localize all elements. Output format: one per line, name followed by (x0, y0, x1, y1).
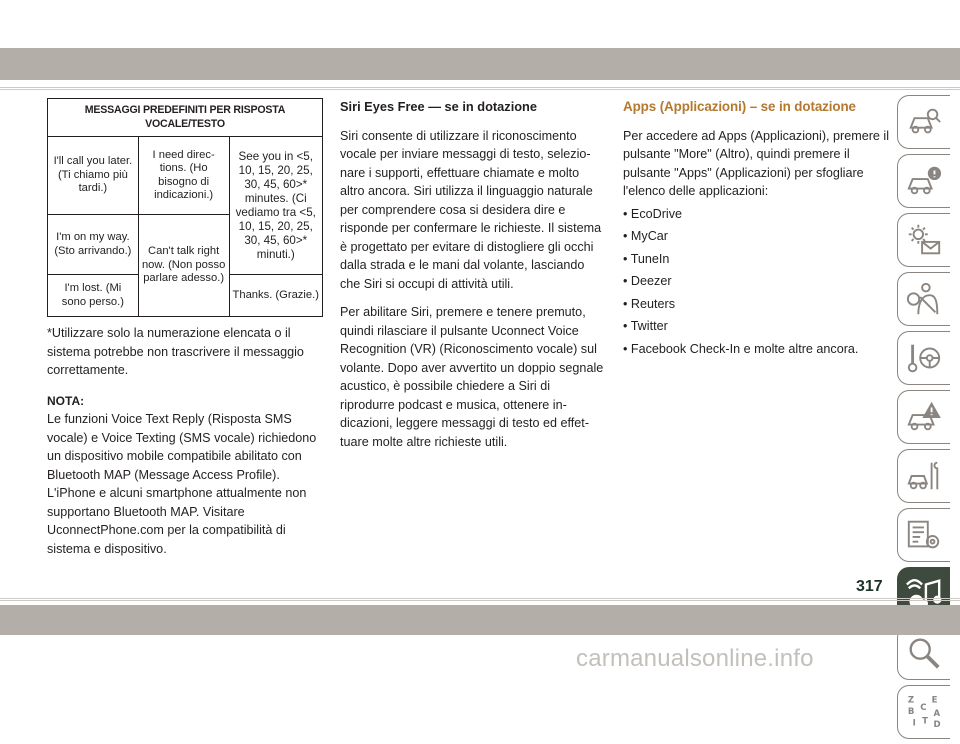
siri-paragraph: Per abilitare Siri, premere e tenere premuto, quindi rilasciare il pulsante Uconnect Voice Recognition (VR) (Riconoscimento vocale) sul volante. Dopo aver avvertito un doppio segnale acustico, è possibile chiedere a Siri di riprodurre podcast e musica, ottenere indicazioni, leggere messaggi di testo ed effettuare molte altre richieste utili. (340, 305, 604, 449)
specs-gear-icon (905, 516, 943, 554)
svg-text:Z: Z (907, 695, 915, 706)
table-cell: I need directions. (Ho bisogno di indicazioni.) (138, 137, 229, 215)
bottom-band (0, 605, 960, 635)
table-cell: I'm lost. (Mi sono perso.) (48, 275, 139, 317)
note-title: NOTA: (47, 393, 85, 408)
tab-index[interactable] (897, 685, 950, 739)
siri-paragraph: Siri consente di utilizzare il riconoscimento vocale per inviare messaggi di testo, selezionare i supporti, effettuare chiamate e molto altro ancora. Siri utilizza il linguaggio naturale per comprendere cosa si desidera dire e risponde per confermare le richieste. Il sistema è progettato per evitare di distogliere gli occhi dalla strada e le mani dal volante, lasciando che Siri si occupi di attività utili. (340, 128, 602, 291)
tab-car-warning[interactable] (897, 390, 950, 444)
tab-car-search[interactable] (897, 95, 950, 149)
watermark: carmanualsonline.info (576, 645, 814, 672)
column-right (623, 98, 891, 358)
tab-specs[interactable] (897, 508, 950, 562)
tab-warning-lights[interactable] (897, 213, 950, 267)
car-tools-icon (905, 457, 943, 495)
svg-text:C: C (920, 703, 927, 714)
top-rule (0, 87, 960, 88)
airbag-seatbelt-icon (905, 280, 943, 318)
apps-list (623, 205, 891, 359)
svg-text:I: I (912, 718, 916, 729)
car-search-icon (905, 103, 943, 141)
apps-heading: Apps (Applicazioni) – se in dotazione (623, 99, 856, 114)
table-cell: I'll call you later. (Ti chiamo più tardi.) (48, 137, 139, 215)
key-steering-wheel-icon (905, 339, 943, 377)
table-cell: See you in <5, 10, 15, 20, 25, 30, 45, 60>* minutes. (Ci vediamo tra <5, 10, 15, 20, 25, 30, 45, 60>* minuti.) (229, 137, 323, 275)
siri-heading: Siri Eyes Free — se in dotazione (340, 99, 537, 114)
bottom-rule (0, 600, 960, 601)
predefined-messages-table (47, 98, 323, 317)
column-middle (340, 98, 604, 451)
table-header: MESSAGGI PREDEFINITI PER RISPOSTA VOCALE/TESTO (48, 99, 323, 137)
svg-text:T: T (922, 716, 928, 727)
search-icon (905, 634, 943, 672)
car-warning-icon (905, 398, 943, 436)
list-item: • Facebook Check-In e molte altre ancora. (623, 340, 891, 359)
list-item: • MyCar (623, 227, 891, 246)
svg-text:B: B (907, 706, 915, 717)
column-left (47, 98, 323, 558)
list-item: • Twitter (623, 317, 891, 336)
top-band (0, 48, 960, 80)
table-cell: I'm on my way. (Sto arrivando.) (48, 215, 139, 275)
tab-car-tools[interactable] (897, 449, 950, 503)
page-number: 317 (856, 578, 883, 595)
top-rule (0, 89, 960, 90)
index-alphabet-icon (905, 693, 943, 731)
chapter-tabs (897, 95, 950, 744)
svg-text:D: D (933, 720, 941, 731)
warning-lights-icon (905, 221, 943, 259)
footnote: *Utilizzare solo la numerazione elencata o il sistema potrebbe non trascrivere il messaggio correttamente. (47, 326, 304, 377)
svg-text:E: E (931, 695, 938, 706)
note-text: Le funzioni Voice Text Reply (Risposta SMS vocale) e Voice Texting (SMS vocale) richiedono un dispositivo mobile compatibile abilitato con Bluetooth MAP (Message Access Profile). L'iPhone e alcuni smartphone attualmente non supportano Bluetooth MAP. Visitare UconnectPhone.com per la compatibilità di sistema e dispositivo. (47, 412, 317, 556)
car-info-icon (905, 162, 943, 200)
tab-key-steering[interactable] (897, 331, 950, 385)
table-cell: Thanks. (Grazie.) (229, 275, 323, 317)
list-item: • EcoDrive (623, 205, 891, 224)
svg-text:A: A (933, 708, 941, 719)
list-item: • Deezer (623, 272, 891, 291)
list-item: • TuneIn (623, 250, 891, 269)
apps-intro: Per accedere ad Apps (Applicazioni), premere il pulsante "More" (Altro), quindi premere il pulsante "Apps" (Applicazioni) per sfogliare l'elenco delle applicazioni: (623, 128, 889, 198)
tab-car-info[interactable] (897, 154, 950, 208)
list-item: • Reuters (623, 295, 891, 314)
bottom-rule (0, 598, 960, 599)
tab-airbag-seatbelt[interactable] (897, 272, 950, 326)
table-cell: Can't talk right now. (Non posso parlare adesso.) (138, 215, 229, 317)
